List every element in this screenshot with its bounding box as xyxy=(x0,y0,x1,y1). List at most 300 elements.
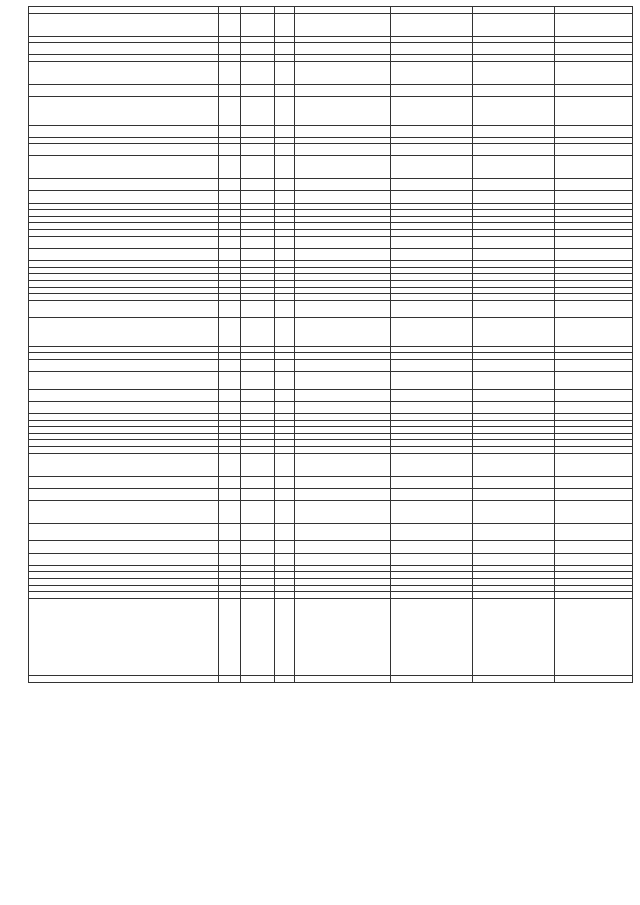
row-description xyxy=(29,62,219,85)
row-amount-2 xyxy=(473,287,555,294)
row-kvsr xyxy=(241,318,275,346)
row-classification-code xyxy=(295,389,391,401)
empty-cell xyxy=(275,191,295,203)
empty-cell xyxy=(275,85,295,97)
empty-cell xyxy=(275,389,295,401)
table-row xyxy=(29,267,633,274)
row-amount-2 xyxy=(473,236,555,248)
row-description xyxy=(29,13,219,36)
empty-cell xyxy=(219,353,241,360)
row-description xyxy=(29,267,219,274)
empty-cell xyxy=(275,97,295,125)
empty-cell xyxy=(275,447,295,454)
row-description xyxy=(29,523,219,541)
row-amount-3 xyxy=(555,55,633,62)
row-amount-3 xyxy=(555,85,633,97)
row-amount-2 xyxy=(473,248,555,260)
row-description xyxy=(29,260,219,267)
row-classification-code xyxy=(295,676,391,683)
row-amount-3 xyxy=(555,179,633,191)
row-amount-3 xyxy=(555,401,633,413)
row-amount-1 xyxy=(391,236,473,248)
row-amount-2 xyxy=(473,401,555,413)
row-classification-code xyxy=(295,488,391,500)
table-row xyxy=(29,144,633,156)
row-classification-code xyxy=(295,565,391,572)
row-amount-3 xyxy=(555,500,633,523)
row-description xyxy=(29,144,219,156)
row-amount-2 xyxy=(473,541,555,553)
row-description xyxy=(29,280,219,287)
empty-cell xyxy=(219,230,241,237)
row-kvsr xyxy=(241,389,275,401)
row-amount-1 xyxy=(391,420,473,427)
row-amount-1 xyxy=(391,97,473,125)
row-classification-code xyxy=(295,203,391,210)
row-amount-2 xyxy=(473,676,555,683)
row-amount-3 xyxy=(555,156,633,179)
empty-cell xyxy=(275,236,295,248)
row-amount-3 xyxy=(555,592,633,599)
row-amount-2 xyxy=(473,294,555,301)
empty-cell xyxy=(275,294,295,301)
row-description xyxy=(29,598,219,676)
empty-cell xyxy=(275,427,295,434)
row-kvsr xyxy=(241,585,275,592)
empty-cell xyxy=(275,488,295,500)
row-amount-1 xyxy=(391,203,473,210)
row-amount-1 xyxy=(391,210,473,217)
row-amount-2 xyxy=(473,389,555,401)
row-amount-1 xyxy=(391,389,473,401)
empty-cell xyxy=(219,553,241,565)
row-amount-3 xyxy=(555,97,633,125)
row-kvsr xyxy=(241,578,275,585)
table-row xyxy=(29,179,633,191)
table-row xyxy=(29,287,633,294)
empty-cell xyxy=(275,260,295,267)
row-kvsr xyxy=(241,43,275,55)
row-amount-2 xyxy=(473,360,555,372)
row-classification-code xyxy=(295,592,391,599)
row-amount-1 xyxy=(391,85,473,97)
empty-cell xyxy=(275,592,295,599)
row-amount-1 xyxy=(391,260,473,267)
table-row xyxy=(29,372,633,390)
table-row xyxy=(29,488,633,500)
empty-cell xyxy=(219,676,241,683)
row-description xyxy=(29,85,219,97)
row-amount-2 xyxy=(473,427,555,434)
row-description xyxy=(29,578,219,585)
empty-cell xyxy=(219,137,241,144)
table-row xyxy=(29,294,633,301)
row-description xyxy=(29,420,219,427)
row-amount-2 xyxy=(473,280,555,287)
row-classification-code xyxy=(295,260,391,267)
empty-cell xyxy=(275,360,295,372)
table-row xyxy=(29,7,633,14)
row-classification-code xyxy=(295,13,391,36)
row-kvsr xyxy=(241,191,275,203)
empty-cell xyxy=(219,179,241,191)
row-amount-2 xyxy=(473,260,555,267)
row-classification-code xyxy=(295,523,391,541)
row-description xyxy=(29,553,219,565)
empty-cell xyxy=(275,553,295,565)
row-classification-code xyxy=(295,248,391,260)
row-amount-3 xyxy=(555,210,633,217)
empty-cell xyxy=(219,523,241,541)
empty-cell xyxy=(219,360,241,372)
empty-cell xyxy=(275,585,295,592)
row-amount-3 xyxy=(555,413,633,420)
row-classification-code xyxy=(295,287,391,294)
row-amount-2 xyxy=(473,230,555,237)
row-amount-2 xyxy=(473,420,555,427)
row-classification-code xyxy=(295,572,391,579)
table-row xyxy=(29,676,633,683)
row-description xyxy=(29,55,219,62)
table-row xyxy=(29,565,633,572)
row-classification-code xyxy=(295,578,391,585)
row-amount-3 xyxy=(555,223,633,230)
row-amount-3 xyxy=(555,676,633,683)
row-kvsr xyxy=(241,447,275,454)
row-amount-3 xyxy=(555,203,633,210)
table-row xyxy=(29,360,633,372)
row-classification-code xyxy=(295,440,391,447)
row-description xyxy=(29,210,219,217)
row-amount-1 xyxy=(391,346,473,353)
table-row xyxy=(29,156,633,179)
row-amount-3 xyxy=(555,267,633,274)
row-classification-code xyxy=(295,156,391,179)
row-amount-3 xyxy=(555,372,633,390)
row-amount-3 xyxy=(555,230,633,237)
table-row xyxy=(29,453,633,476)
empty-cell xyxy=(219,223,241,230)
row-amount-3 xyxy=(555,346,633,353)
row-description xyxy=(29,440,219,447)
row-amount-3 xyxy=(555,43,633,55)
empty-cell xyxy=(219,280,241,287)
row-kvsr xyxy=(241,372,275,390)
table-row xyxy=(29,598,633,676)
row-classification-code xyxy=(295,401,391,413)
row-amount-1 xyxy=(391,125,473,137)
empty-cell xyxy=(219,203,241,210)
row-amount-3 xyxy=(555,572,633,579)
row-kvsr xyxy=(241,598,275,676)
empty-cell xyxy=(219,144,241,156)
table-row xyxy=(29,346,633,353)
row-classification-code xyxy=(295,267,391,274)
row-amount-2 xyxy=(473,578,555,585)
row-description xyxy=(29,7,219,14)
row-classification-code xyxy=(295,346,391,353)
empty-cell xyxy=(275,346,295,353)
row-amount-1 xyxy=(391,453,473,476)
row-description xyxy=(29,360,219,372)
row-amount-1 xyxy=(391,300,473,318)
row-classification-code xyxy=(295,453,391,476)
row-amount-2 xyxy=(473,565,555,572)
row-amount-3 xyxy=(555,144,633,156)
row-classification-code xyxy=(295,360,391,372)
table-row xyxy=(29,191,633,203)
empty-cell xyxy=(275,156,295,179)
row-amount-1 xyxy=(391,676,473,683)
row-amount-2 xyxy=(473,585,555,592)
empty-cell xyxy=(275,230,295,237)
row-kvsr xyxy=(241,433,275,440)
row-classification-code xyxy=(295,476,391,488)
table-row xyxy=(29,274,633,281)
empty-cell xyxy=(275,372,295,390)
row-amount-2 xyxy=(473,300,555,318)
table-row xyxy=(29,280,633,287)
row-kvsr xyxy=(241,85,275,97)
row-amount-3 xyxy=(555,553,633,565)
row-description xyxy=(29,488,219,500)
row-classification-code xyxy=(295,179,391,191)
row-classification-code xyxy=(295,43,391,55)
empty-cell xyxy=(219,318,241,346)
row-kvsr xyxy=(241,541,275,553)
row-amount-3 xyxy=(555,274,633,281)
row-kvsr xyxy=(241,476,275,488)
row-amount-1 xyxy=(391,36,473,43)
row-description xyxy=(29,179,219,191)
row-kvsr xyxy=(241,500,275,523)
empty-cell xyxy=(219,85,241,97)
row-amount-1 xyxy=(391,440,473,447)
row-amount-1 xyxy=(391,280,473,287)
row-classification-code xyxy=(295,274,391,281)
empty-cell xyxy=(219,274,241,281)
empty-cell xyxy=(219,125,241,137)
row-amount-2 xyxy=(473,500,555,523)
empty-cell xyxy=(219,267,241,274)
row-kvsr xyxy=(241,294,275,301)
empty-cell xyxy=(219,36,241,43)
row-description xyxy=(29,287,219,294)
table-row xyxy=(29,97,633,125)
row-amount-3 xyxy=(555,260,633,267)
row-kvsr xyxy=(241,216,275,223)
row-classification-code xyxy=(295,36,391,43)
row-amount-2 xyxy=(473,210,555,217)
table-row xyxy=(29,401,633,413)
row-classification-code xyxy=(295,300,391,318)
row-classification-code xyxy=(295,318,391,346)
row-classification-code xyxy=(295,7,391,14)
table-row xyxy=(29,13,633,36)
table-row xyxy=(29,43,633,55)
table-row xyxy=(29,36,633,43)
empty-cell xyxy=(275,401,295,413)
table-row xyxy=(29,85,633,97)
empty-cell xyxy=(275,223,295,230)
empty-cell xyxy=(275,144,295,156)
row-amount-1 xyxy=(391,248,473,260)
row-amount-3 xyxy=(555,453,633,476)
empty-cell xyxy=(275,318,295,346)
row-description xyxy=(29,476,219,488)
row-amount-1 xyxy=(391,360,473,372)
row-classification-code xyxy=(295,353,391,360)
row-description xyxy=(29,401,219,413)
row-amount-2 xyxy=(473,592,555,599)
row-classification-code xyxy=(295,62,391,85)
row-amount-2 xyxy=(473,267,555,274)
row-description xyxy=(29,500,219,523)
row-kvsr xyxy=(241,440,275,447)
row-amount-3 xyxy=(555,360,633,372)
row-amount-2 xyxy=(473,598,555,676)
table-row xyxy=(29,420,633,427)
row-amount-3 xyxy=(555,427,633,434)
row-classification-code xyxy=(295,210,391,217)
empty-cell xyxy=(219,401,241,413)
table-row xyxy=(29,125,633,137)
empty-cell xyxy=(219,248,241,260)
row-classification-code xyxy=(295,427,391,434)
row-kvsr xyxy=(241,125,275,137)
empty-cell xyxy=(275,420,295,427)
row-kvsr xyxy=(241,553,275,565)
row-kvsr xyxy=(241,13,275,36)
table-row xyxy=(29,318,633,346)
empty-cell xyxy=(219,585,241,592)
empty-cell xyxy=(275,287,295,294)
row-classification-code xyxy=(295,372,391,390)
row-classification-code xyxy=(295,500,391,523)
table-row xyxy=(29,440,633,447)
table-row xyxy=(29,413,633,420)
row-amount-1 xyxy=(391,191,473,203)
row-amount-1 xyxy=(391,565,473,572)
empty-cell xyxy=(219,287,241,294)
row-amount-2 xyxy=(473,318,555,346)
empty-cell xyxy=(219,62,241,85)
empty-cell xyxy=(219,440,241,447)
empty-cell xyxy=(219,210,241,217)
row-amount-2 xyxy=(473,43,555,55)
row-amount-2 xyxy=(473,216,555,223)
row-kvsr xyxy=(241,248,275,260)
empty-cell xyxy=(219,97,241,125)
row-amount-2 xyxy=(473,137,555,144)
row-amount-3 xyxy=(555,280,633,287)
table-row xyxy=(29,433,633,440)
row-classification-code xyxy=(295,585,391,592)
empty-cell xyxy=(219,578,241,585)
table-body xyxy=(29,7,633,683)
empty-cell xyxy=(219,572,241,579)
row-amount-1 xyxy=(391,137,473,144)
row-description xyxy=(29,433,219,440)
row-description xyxy=(29,223,219,230)
row-classification-code xyxy=(295,97,391,125)
empty-cell xyxy=(275,7,295,14)
row-kvsr xyxy=(241,236,275,248)
row-amount-2 xyxy=(473,125,555,137)
row-description xyxy=(29,585,219,592)
row-classification-code xyxy=(295,280,391,287)
table-row xyxy=(29,592,633,599)
row-kvsr xyxy=(241,267,275,274)
empty-cell xyxy=(275,280,295,287)
row-amount-1 xyxy=(391,62,473,85)
row-kvsr xyxy=(241,453,275,476)
empty-cell xyxy=(275,598,295,676)
table-row xyxy=(29,389,633,401)
row-classification-code xyxy=(295,216,391,223)
row-amount-1 xyxy=(391,144,473,156)
row-amount-1 xyxy=(391,372,473,390)
row-kvsr xyxy=(241,572,275,579)
row-amount-1 xyxy=(391,500,473,523)
empty-cell xyxy=(275,541,295,553)
row-amount-2 xyxy=(473,191,555,203)
empty-cell xyxy=(219,427,241,434)
empty-cell xyxy=(219,55,241,62)
empty-cell xyxy=(219,43,241,55)
row-classification-code xyxy=(295,598,391,676)
row-description xyxy=(29,565,219,572)
empty-cell xyxy=(219,433,241,440)
row-amount-1 xyxy=(391,156,473,179)
row-kvsr xyxy=(241,179,275,191)
table-row xyxy=(29,476,633,488)
row-description xyxy=(29,318,219,346)
empty-cell xyxy=(219,300,241,318)
empty-cell xyxy=(219,500,241,523)
empty-cell xyxy=(219,476,241,488)
row-amount-2 xyxy=(473,55,555,62)
empty-cell xyxy=(219,13,241,36)
empty-cell xyxy=(275,433,295,440)
row-amount-1 xyxy=(391,541,473,553)
row-kvsr xyxy=(241,280,275,287)
row-amount-1 xyxy=(391,585,473,592)
empty-cell xyxy=(219,541,241,553)
row-amount-1 xyxy=(391,55,473,62)
row-amount-1 xyxy=(391,433,473,440)
empty-cell xyxy=(275,453,295,476)
row-kvsr xyxy=(241,223,275,230)
row-amount-3 xyxy=(555,389,633,401)
row-kvsr xyxy=(241,300,275,318)
row-classification-code xyxy=(295,294,391,301)
table-row xyxy=(29,137,633,144)
row-kvsr xyxy=(241,401,275,413)
row-kvsr xyxy=(241,137,275,144)
row-description xyxy=(29,230,219,237)
row-amount-2 xyxy=(473,353,555,360)
row-amount-1 xyxy=(391,476,473,488)
row-classification-code xyxy=(295,55,391,62)
row-description xyxy=(29,236,219,248)
row-description xyxy=(29,216,219,223)
empty-cell xyxy=(219,236,241,248)
row-amount-3 xyxy=(555,440,633,447)
row-kvsr xyxy=(241,62,275,85)
row-amount-2 xyxy=(473,36,555,43)
empty-cell xyxy=(219,346,241,353)
